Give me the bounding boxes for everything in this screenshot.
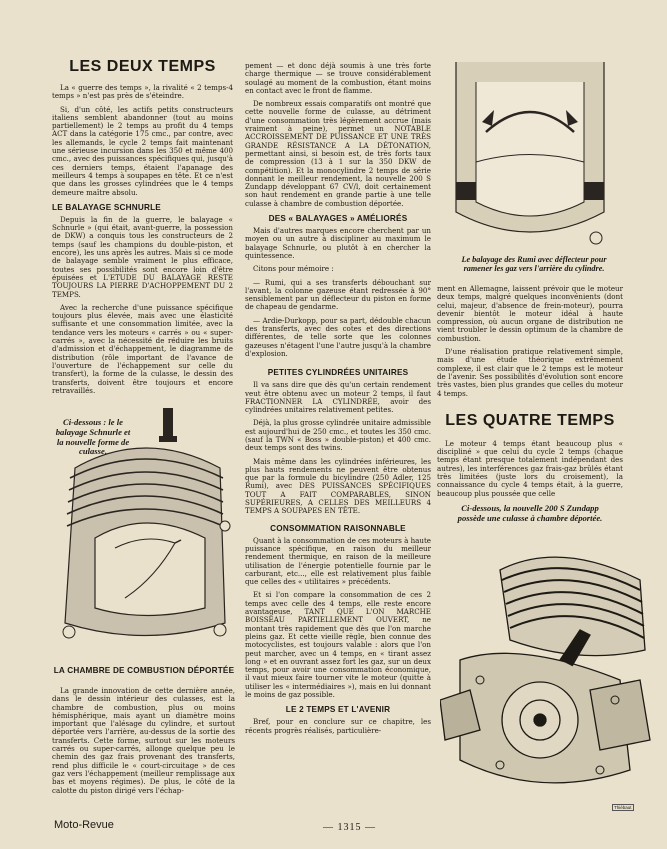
intro-paragraph-2: Si, d'un côté, les actifs petits constructeurs italiens semblent abandonner (tout au moins partiellement) le 2 temps au profit du 4 temps ACT dans la catégorie 175 cmc., par contre, avec les allemands, le cycle 2 temps fait maintenant une sérieuse incursion dans les 350 et même 400 cmc., avec des puissances spécifiques qui, jusqu'à ces derniers temps, étaient l'apanage des meilleurs 4 temps à soupapes en tête. Et ce n'est que dans les grosses cylindrées que le 4 temps demeure maître absolu. (52, 104, 233, 197)
caption-schnurle: Ci-dessous : le le balayage Schnurle et la nouvelle forme de culasse. (55, 417, 131, 457)
illustrator-stamp: Thiébaut (614, 805, 632, 810)
column-2 (245, 62, 431, 740)
petites-paragraph-2: Déjà, la plus grosse cylindrée unitaire admissible est aujourd'hui de 250 cmc., et toutes les 350 cmc. (sauf la TWN « Boss » double-piston) et 400 cmc. deux temps sont des twins. (245, 418, 431, 453)
caption-zundapp: Ci-dessous, la nouvelle 200 S Zundapp possède une culasse à chambre déportée. (457, 502, 603, 523)
footer-brand: Moto-Revue (54, 819, 114, 831)
caption-rumi: Le balayage des Rumi avec déflecteur pour ramener les gaz vers l'arrière du cylindre. (461, 255, 607, 274)
balayage-paragraph-2: Avec la recherche d'une puissance spécifique toujours plus élevée, mais avec une élasticité suffisante et une consommation limitée, avec la tendance vers les moteurs « carrés » ou « super-carrés », avec la nécessité de réduire les bruits d'admission et d'échappement, le diagramme de distribution (rôle important de l'avance de l'ouverture de l'échappement sur celle du transfert), la forme de la culasse, le dessin des transferts, doivent être toujours et encore retravaillés. (52, 302, 233, 395)
petites-paragraph-3: Mais même dans les cylindrées inférieures, les plus hauts rendements ne peuvent être obtenus que par la formule du bicylindre (250 Adler, 125 Rumi), avec DES PUISSANCES SPÉCIFIQUES TOUT A FAIT COMPARABLES, SINON SUPÉRIEURES, A CELLES DES MEILLEURS 4 TEMPS A SOUPAPES EN TÊTE. (245, 456, 431, 516)
col2-paragraph-2: De nombreux essais comparatifs ont montré que cette nouvelle forme de culasse, au détriment d'une consommation très légèrement accrue (mais vraiment à peine), permet un NOTABLE ACCROISSEMENT DE PUISSANCE ET UNE TRÈS GRANDE RÉSISTANCE A LA DÉTONATION, permettant ainsi, si besoin est, de très forts taux de compression (13 à 1 sur la 350 DKW de compétition). Et la monocylindre 2 temps de série donnant le meilleur rendement, la nouvelle 200 S Zundapp développant 67 CV/l, doit certainement son haut rendement en grande partie à une telle culasse à chambre de combustion déportée. (245, 99, 431, 208)
zundapp-engine-illustration (440, 540, 660, 810)
quatre-paragraph-1: Le moteur 4 temps étant beaucoup plus « discipliné » que celui du cycle 2 temps (chaque temps étant presque totalement indépendant des autres), les interférences gaz frais-gaz brûlés étant très limitées (juste lors du croisement), la connaissance du cycle 4 temps était, à la guerre, beaucoup plus poussée que celle (437, 438, 623, 498)
column-1-bottom (52, 687, 235, 800)
cylinder-head-illustration (55, 408, 235, 658)
conso-paragraph-2: Et si l'on compare la consommation de ces 2 temps avec celle des 4 temps, elle reste encore avantageuse, TANT QUE L'ON MARCHE BOISSEAU PARTIELLEMENT OUVERT, ne montant très rapidement que dès que l'on marche pleins gaz. Et cette vieille règle, bien connue des motocyclistes, est toujours valable : alors que l'on peut marcher, avec un 4 temps, en « tirant assez long » et en ouvrant assez fort les gaz, sur un deux temps, pour avoir une consommation économique, il vaut mieux faire tourner vite le moteur (quitte à utiliser les « intermédiaires »), mais en lui donnant le moins de gaz possible. (245, 590, 431, 699)
chambre-paragraph-1: La grande innovation de cette dernière année, dans le dessin intérieur des culasses, est la chambre de combustion, plus ou moins hémisphérique, mais ayant un diamètre moins important que l'alésage du cylindre, et surtout déportée vers l'arrière, au-dessus de la sortie des transferts. Cette forme, surtout sur les moteurs carrés ou super-carrés, allonge quelque peu le chemin des gaz frais provenant des transferts, rend plus difficile le « court-circuitage » de ces gaz vers l'échappement (meilleur remplissage aux bas et moyens régimes). De plus, le côté de la calotte du piston dirigé vers l'échap- (52, 686, 235, 795)
avenir-paragraph-1: Bref, pour en conclure sur ce chapitre, les récents progrès réalisés, particulière- (245, 717, 431, 735)
footer-page-number: — 1315 — (323, 822, 376, 833)
petites-paragraph-1: Il va sans dire que dès qu'un certain rendement veut être obtenu avec un moteur 2 temps, il faut FRACTIONNER LA CYLINDRÉE, avoir des cylindrées unitaires relativement petites. (245, 380, 431, 415)
heading-chambre: LA CHAMBRE DE COMBUSTION DÉPORTÉE (53, 666, 235, 675)
balayages-paragraph-4: — Ardie-Durkopp, pour sa part, dédouble chacun des transferts, avec des cotes et des directions différentes, de telle sorte que les colonnes gazeuses n'étagent l'une l'autre jusqu'à la chambre d'explosion. (245, 315, 431, 358)
rumi-piston-illustration (446, 62, 614, 252)
balayages-paragraph-1: Mais d'autres marques encore cherchent par un moyen ou un autre à discipliner au maximum le balayage Schnurle, ou plutôt à en chercher la quintessence. (245, 226, 431, 260)
heading-avenir: LE 2 TEMPS ET L'AVENIR (285, 705, 391, 715)
title-two-stroke: LES DEUX TEMPS (69, 58, 216, 75)
col2-paragraph-1: pement — et donc déjà soumis à une très forte charge thermique — se trouve considérablement soulagé au moment de la combustion, étant moins en contact avec le front de flamme. (245, 61, 431, 95)
conso-paragraph-1: Quant à la consommation de ces moteurs à haute puissance spécifique, en raison du meilleur rendement thermique, en raison de la meilleure utilisation de l'énergie potentielle fournie par le carburant, etc..., elle est relativement plus faible que celles des « utilitaires » précédents. (245, 535, 432, 587)
column-1 (52, 58, 233, 400)
col3-paragraph-2: D'une réalisation pratique relativement simple, mais d'une étude théorique extrêmement complexe, il est clair que le 2 temps est le moteur de l'avenir. Ses possibilités d'évolution sont encore très vastes, bien plus grandes que celles du moteur 4 temps. (437, 347, 623, 398)
col3-paragraph-1: ment en Allemagne, laissent prévoir que le moteur deux temps, malgré quelques inconvénients (dont celui, majeur, d'absence de frein-moteur), pourra devenir bientôt le moteur idéal à haute compression, où aucun organe de distribution ne vient troubler le dessin optimum de la chambre de combustion. (437, 284, 623, 343)
column-3 (437, 285, 623, 524)
balayage-paragraph-1: Depuis la fin de la guerre, le balayage « Schnurle » (qui était, avant-guerre, la possession de DKW) a conquis tous les constructeurs de 2 temps (sauf les champions du double-piston, et encore), les uns après les autres. Mais si ce mode de balayage semble vraiment le plus efficace, toutes ses possibilités sont encore loin d'être épuisées et L'ETUDE DU BALAYAGE RESTE TOUJOURS LA PIERRE D'ACHOPPEMENT DU 2 TEMPS. (52, 214, 233, 299)
title-four-stroke: LES QUATRE TEMPS (445, 411, 615, 429)
intro-paragraph-1: La « guerre des temps », la rivalité « 2 temps-4 temps » n'est pas près de s'éteindre. (52, 83, 233, 101)
heading-balayages: DES « BALAYAGES » AMÉLIORÉS (268, 214, 408, 224)
heading-balayage: LE BALAYAGE SCHNURLE (52, 202, 161, 212)
heading-petites: PETITES CYLINDRÉES UNITAIRES (267, 368, 409, 378)
balayages-paragraph-2: Citons pour mémoire : (253, 264, 334, 274)
heading-conso: CONSOMMATION RAISONNABLE (270, 523, 406, 533)
balayages-paragraph-3: — Rumi, qui a ses transferts débouchant sur l'avant, la colonne gazeuse étant redressée à 90° sensiblement par un déflecteur du piston en forme de chapeau de gendarme. (245, 277, 431, 312)
